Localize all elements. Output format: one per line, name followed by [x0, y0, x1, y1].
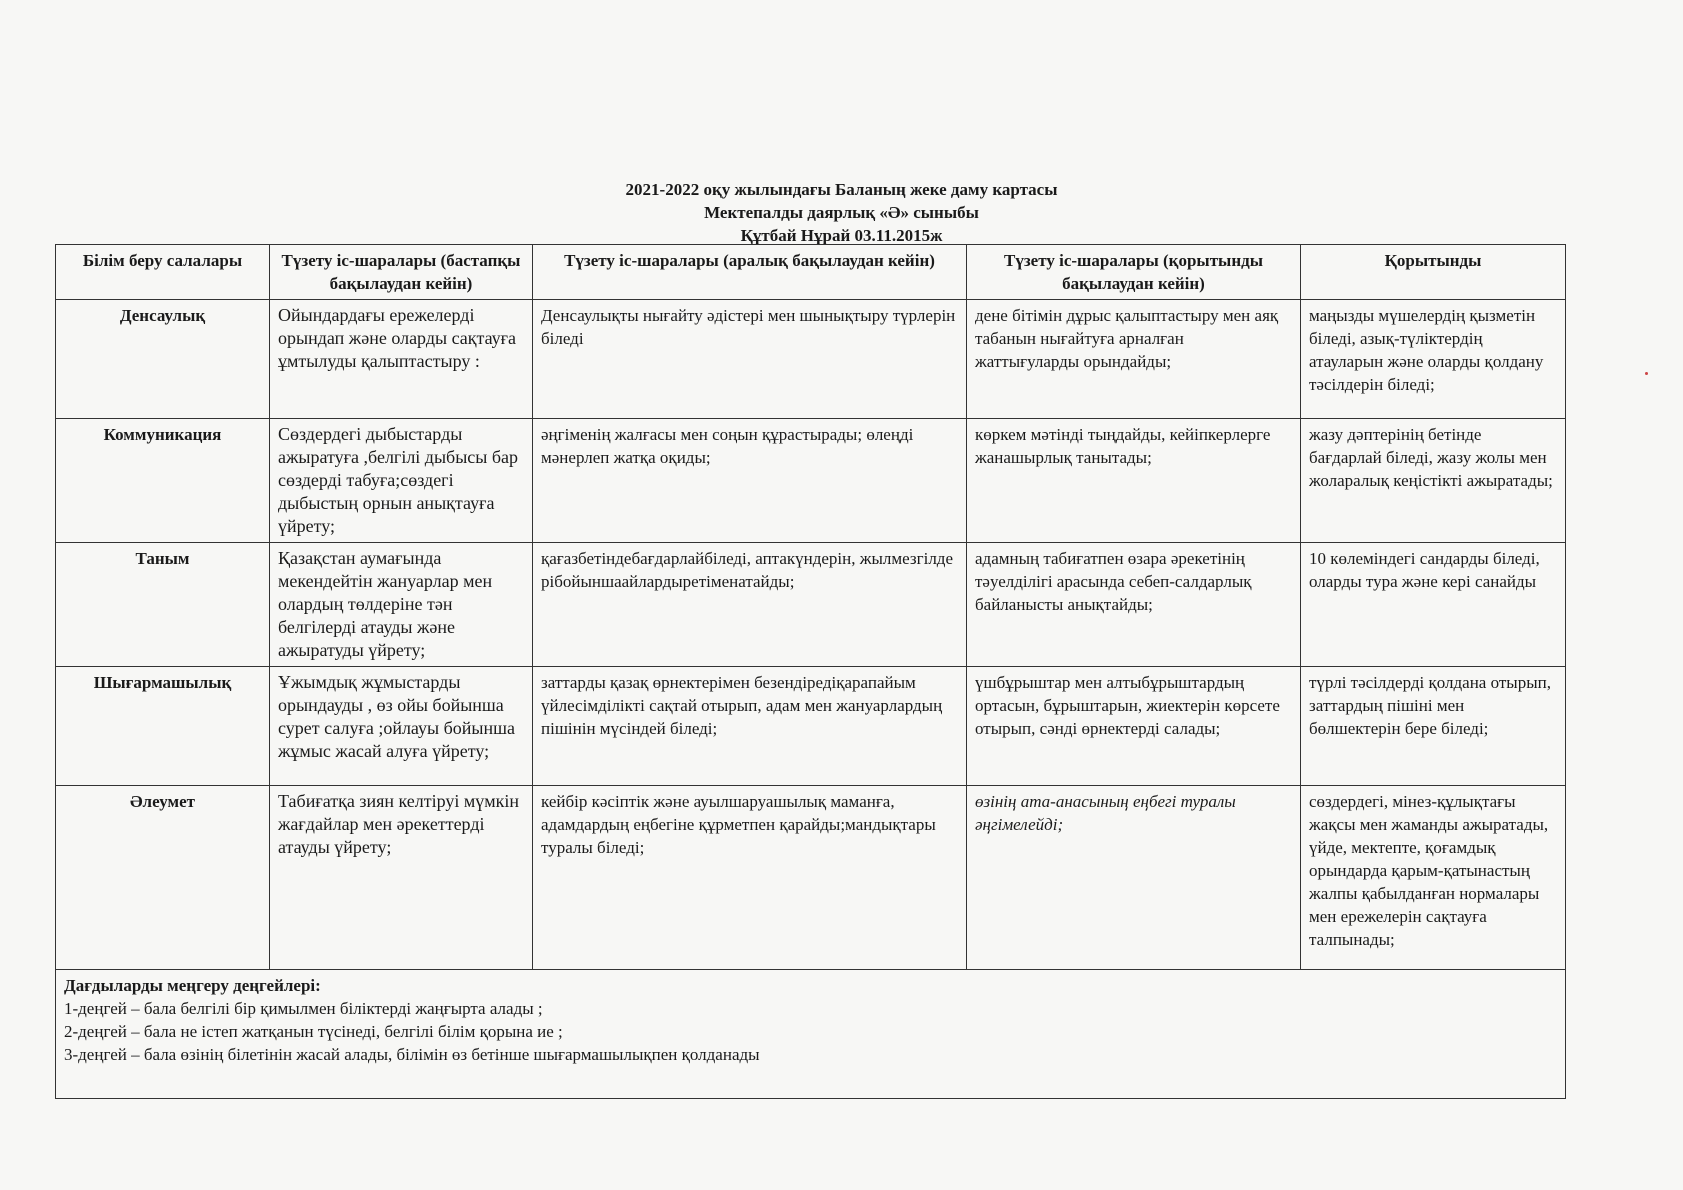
result-cell: маңызды мүшелердің қызметін біледі, азық-түліктердің атауларын және оларды қолдану тәсілдерін біледі; [1301, 300, 1566, 419]
initial-cell: Табиғатқа зиян келтіруі мүмкін жағдайлар мен әрекеттерді атауды үйрету; [270, 786, 533, 970]
column-header-result: Қорытынды [1301, 245, 1566, 300]
final-cell: дене бітімін дұрыс қалыптастыру мен аяқ табанын нығайтуға арналған жаттығуларды орындайды; [967, 300, 1301, 419]
result-cell: сөздердегі, мінез-құлықтағы жақсы мен жаманды ажыратады, үйде, мектепте, қоғамдық орындарда қарым-қатынастың жалпы қабылданған нормалары мен ережелерін сақтауға талпынады; [1301, 786, 1566, 970]
initial-cell: Қазақстан аумағында мекендейтін жануарлар мен олардың төлдеріне тән белгілерді атауды және ажыратуды үйрету; [270, 543, 533, 667]
child-name-dob: Құтбай Нұрай 03.11.2015ж [740, 226, 943, 245]
area-cell: Шығармашылық [56, 667, 270, 786]
interim-cell: қағазбетіндебағдарлайбіледі, аптакүндерін, жылмезгілдерібойыншаайлардыретіменатайды; [533, 543, 967, 667]
initial-cell: Ойындардағы ережелерді орындап және оларды сақтауға ұмтылуды қалыптастыру : [270, 300, 533, 419]
final-cell: үшбұрыштар мен алтыбұрыштардың ортасын, бұрыштарын, жиектерін көрсете отырып, сәнді өрнектерді салады; [967, 667, 1301, 786]
area-cell: Коммуникация [56, 419, 270, 543]
area-cell: Денсаулық [56, 300, 270, 419]
table-row [56, 786, 1566, 970]
column-header-areas: Білім беру салалары [56, 245, 270, 300]
development-card-table [55, 244, 1566, 1099]
interim-cell: әңгіменің жалғасы мен соңын құрастырады; өлеңді мәнерлеп жатқа оқиды; [533, 419, 967, 543]
area-cell: Таным [56, 543, 270, 667]
level-item: 3-деңгей – бала өзінің білетінін жасай алады, білімін өз бетінше шығармашылықпен қолданады [64, 1045, 760, 1064]
table-row [56, 419, 1566, 543]
document-title: 2021-2022 оқу жылындағы Баланың жеке даму картасы [625, 180, 1058, 199]
document-heading [0, 178, 1683, 247]
result-cell: 10 көлеміндегі сандарды біледі, оларды тура және кері санайды [1301, 543, 1566, 667]
table-header-row [56, 245, 1566, 300]
result-cell: түрлі тәсілдерді қолдана отырып, заттардың пішіні мен бөлшектерін бере біледі; [1301, 667, 1566, 786]
group-name: Мектепалды даярлық «Ә» сыныбы [704, 203, 979, 222]
level-item: 1-деңгей – бала белгілі бір қимылмен біліктерді жаңғырта алады ; [64, 999, 543, 1018]
final-cell: көркем мәтінді тыңдайды, кейіпкерлерге жанашырлық танытады; [967, 419, 1301, 543]
table-row [56, 667, 1566, 786]
interim-cell: кейбір кәсіптік және ауылшаруашылық маманға, адамдардың еңбегіне құрметпен қарайды;мандықтары туралы біледі; [533, 786, 967, 970]
table-row [56, 300, 1566, 419]
table-row [56, 543, 1566, 667]
final-cell: адамның табиғатпен өзара әрекетінің тәуелділігі арасында себеп-салдарлық байланысты анықтайды; [967, 543, 1301, 667]
initial-cell: Ұжымдық жұмыстарды орындауды , өз ойы бойынша сурет салуға ;ойлауы бойынша жұмыс жасай алуға үйрету; [270, 667, 533, 786]
interim-cell: Денсаулықты нығайту әдістері мен шынықтыру түрлерін біледі [533, 300, 967, 419]
level-item: 2-деңгей – бала не істеп жатқанын түсінеді, белгілі білім қорына ие ; [64, 1022, 563, 1041]
column-header-initial: Түзету іс-шаралары (бастапқы бақылаудан кейін) [270, 245, 533, 300]
final-cell: өзінің ата-анасының еңбегі туралы әңгімелейді; [967, 786, 1301, 970]
column-header-interim: Түзету іс-шаралары (аралық бақылаудан кейін) [533, 245, 967, 300]
result-cell: жазу дәптерінің бетінде бағдарлай біледі, жазу жолы мен жоларалық кеңістікті ажыратады; [1301, 419, 1566, 543]
initial-cell: Сөздердегі дыбыстарды ажыратуға ,белгілі дыбысы бар сөздерді табуға;сөздегі дыбыстың орнын анықтауға үйрету; [270, 419, 533, 543]
scan-speck [1645, 372, 1648, 375]
levels-title: Дағдыларды меңгеру деңгейлері: [64, 976, 321, 995]
column-header-final: Түзету іс-шаралары (қорытынды бақылаудан кейін) [967, 245, 1301, 300]
levels-cell [56, 970, 1566, 1099]
levels-row [56, 970, 1566, 1099]
area-cell: Әлеумет [56, 786, 270, 970]
interim-cell: заттарды қазақ өрнектерімен безендіредіқарапайым үйлесімділікті сақтай отырып, адам мен жануарлардың пішінін мүсіндей біледі; [533, 667, 967, 786]
